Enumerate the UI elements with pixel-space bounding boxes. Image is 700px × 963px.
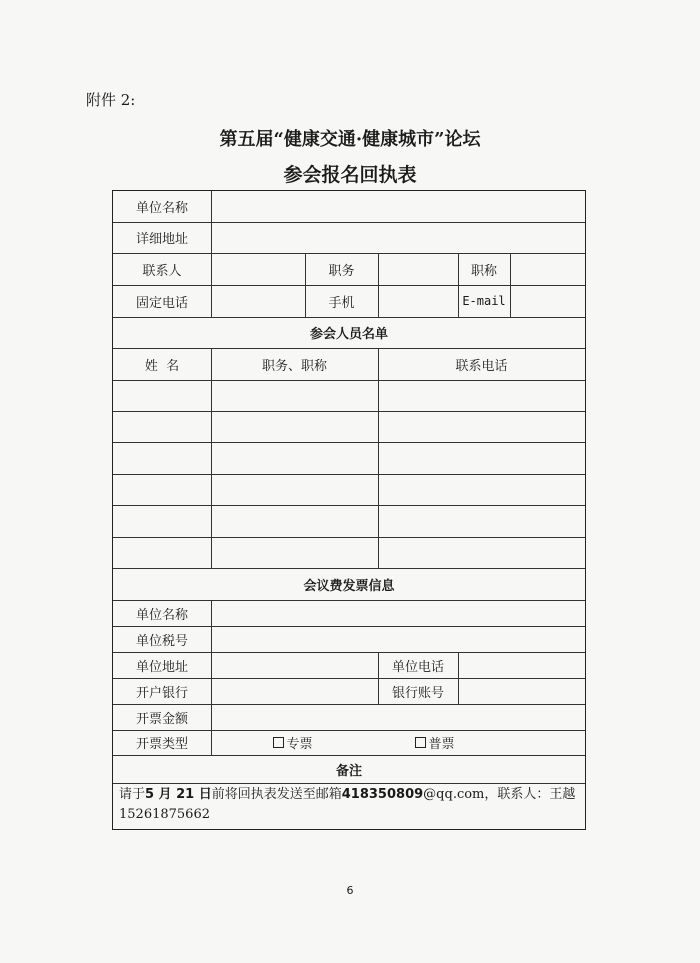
col-position: 职务、职称 — [261, 358, 327, 374]
remarks-phone: 15261875662 — [119, 807, 210, 822]
label-title: 职称 — [470, 263, 497, 279]
form-subtitle: 参会报名回执表 — [283, 164, 417, 186]
label-position: 职务 — [328, 263, 355, 279]
label-invoice-address: 单位地址 — [135, 659, 188, 675]
deadline-date: 5 月 21 日 — [145, 787, 212, 802]
remarks-email: 418350809 — [341, 787, 424, 802]
col-phone: 联系电话 — [455, 358, 508, 374]
option-label: 专票 — [286, 737, 313, 752]
attachment-label: 附件 2: — [86, 91, 136, 109]
label-mobile: 手机 — [328, 295, 355, 311]
label-tax-no: 单位税号 — [135, 633, 188, 649]
label-unit-name: 单位名称 — [135, 201, 188, 216]
form-title: 第五届“健康交通·健康城市”论坛 — [219, 129, 481, 150]
label-amount: 开票金额 — [135, 711, 188, 727]
label-invoice-phone: 单位电话 — [391, 659, 444, 675]
remarks-section-title: 备注 — [335, 763, 362, 779]
participants-section-title: 参会人员名单 — [309, 327, 388, 342]
checkbox-icon — [273, 737, 284, 748]
label-address: 详细地址 — [135, 232, 188, 247]
label-email: E-mail — [462, 294, 506, 308]
option-normal-invoice[interactable] — [395, 730, 475, 755]
label-invoice-type: 开票类型 — [135, 737, 188, 752]
label-account: 银行账号 — [391, 685, 444, 701]
label-bank: 开户银行 — [135, 685, 188, 701]
option-special-invoice[interactable] — [253, 730, 333, 755]
option-label: 普票 — [428, 737, 455, 752]
invoice-section-title: 会议费发票信息 — [303, 578, 395, 594]
registration-form — [112, 190, 586, 830]
label-contact: 联系人 — [142, 263, 182, 279]
remarks-text: 请于5 月 21 日前将回执表发送至邮箱418350809@qq.com，联系人：王越 15261875662 — [119, 787, 576, 822]
label-invoice-unit: 单位名称 — [135, 607, 188, 623]
col-name: 姓 名 — [144, 358, 180, 374]
checkbox-icon — [415, 737, 426, 748]
page-number: 6 — [346, 884, 354, 897]
label-phone: 固定电话 — [135, 295, 188, 311]
